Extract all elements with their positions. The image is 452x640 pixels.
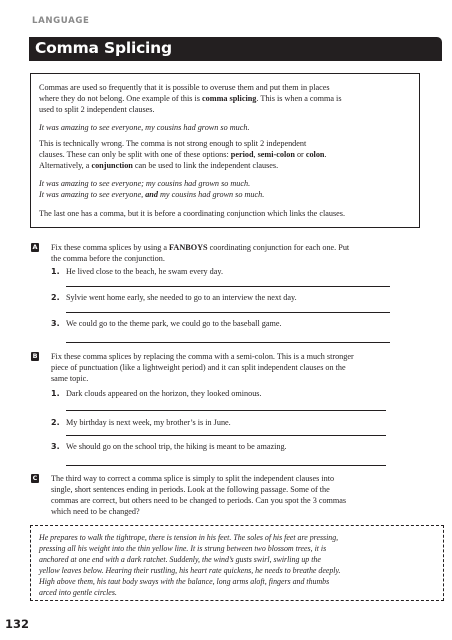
term-colon: colon — [305, 150, 325, 159]
example-conjunction — [39, 189, 264, 200]
section-b-instruction-2: piece of punctuation (like a lightweight period) and it can split independent clauses on the — [51, 363, 346, 372]
section-c-marker: C — [32, 474, 38, 482]
answer-line[interactable] — [66, 312, 390, 313]
section-a-marker: A — [32, 243, 38, 251]
term-and: and — [145, 190, 158, 199]
intro-line-3: used to split 2 independent clauses. — [39, 105, 155, 114]
item-number: 2. — [51, 293, 60, 302]
intro-text-cont: . This is when a comma is — [256, 94, 342, 103]
section-c-instruction-4: which need to be changed? — [51, 507, 140, 516]
item-number: 3. — [51, 442, 60, 451]
wrong-line-2 — [39, 149, 327, 160]
wrong-text: can be used to link the independent clauses. — [132, 161, 279, 170]
section-a-instruction-2: the comma before the conjunction. — [51, 254, 165, 263]
example-text: It was amazing to see everyone, — [39, 190, 146, 199]
instruction-text: coordinating conjunction for each one. Put — [207, 243, 350, 252]
example-splice: It was amazing to see everyone, my cousins had grown so much. — [39, 123, 250, 132]
wrong-line-3 — [39, 160, 278, 171]
term-fanboys: FANBOYS — [169, 243, 208, 252]
item-number: 3. — [51, 319, 60, 328]
intro-line-2 — [39, 93, 342, 104]
instruction-text: Fix these comma splices by using a — [51, 243, 170, 252]
section-b-marker: B — [32, 352, 38, 360]
section-a-instruction-1 — [51, 242, 349, 253]
separator: . — [324, 150, 327, 159]
separator: or — [294, 150, 306, 159]
passage-line: High above them, his taut body sways with the balance, long arms aloft, fingers and thumbs — [39, 577, 330, 586]
section-c-instruction-3: commas are correct, but others need to be changed to periods. Can you spot the 3 commas — [51, 496, 347, 505]
item-number: 1. — [51, 389, 60, 398]
answer-line[interactable] — [66, 465, 386, 466]
wrong-text: Alternatively, a — [39, 161, 92, 170]
passage-line: He prepares to walk the tightrope, there is tension in his feet. The soles of his feet are pressing, — [39, 533, 339, 542]
passage-line: yellow leaves below. Hearing their rustling, his heart rate quickens, he needs to breathe deeply. — [39, 566, 341, 575]
page-number: 132 — [5, 617, 30, 631]
section-c-instruction-2: single, short sentences ending in periods. Look at the following passage. Some of the — [51, 485, 330, 494]
item-number: 1. — [51, 267, 60, 276]
section-label: LANGUAGE — [32, 16, 90, 26]
item-number: 2. — [51, 418, 60, 427]
passage-line: arced into gentle circles. — [39, 588, 117, 597]
answer-line[interactable] — [66, 342, 390, 343]
passage-box — [30, 525, 444, 601]
title-bar — [29, 37, 442, 61]
term-conjunction: conjunction — [91, 161, 133, 170]
term-comma-splicing: comma splicing — [202, 94, 257, 103]
exercise-sentence: Sylvie went home early, she needed to go to an interview the next day. — [66, 293, 297, 302]
section-c-instruction-1: The third way to correct a comma splice is simply to split the independent clauses into — [51, 474, 335, 483]
term-semi-colon: semi-colon — [257, 150, 295, 159]
closing-line: The last one has a comma, but it is before a coordinating conjunction which links the clauses. — [39, 209, 346, 218]
answer-line[interactable] — [66, 286, 390, 287]
intro-line-1: Commas are used so frequently that it is possible to overuse them and put them in places — [39, 83, 330, 92]
page-title: Comma Splicing — [35, 39, 172, 57]
section-b-instruction-1: Fix these comma splices by replacing the comma with a semi-colon. This is a much stronger — [51, 352, 354, 361]
answer-line[interactable] — [66, 435, 386, 436]
separator: , — [253, 150, 258, 159]
example-semicolon: It was amazing to see everyone; my cousins had grown so much. — [39, 179, 251, 188]
passage-line: pressing all his weight into the thin yellow line. It is strung between two blossom trees, it is — [39, 544, 327, 553]
term-period: period — [230, 150, 254, 159]
exercise-sentence: We could go to the theme park, we could go to the baseball game. — [66, 319, 282, 328]
explanation-box — [30, 73, 420, 228]
intro-text: where they do not belong. One example of this is — [39, 94, 203, 103]
exercise-sentence: My birthday is next week, my brother’s is in June. — [66, 418, 231, 427]
answer-line[interactable] — [66, 410, 386, 411]
exercise-sentence: He lived close to the beach, he swam every day. — [66, 267, 224, 276]
wrong-line-1: This is technically wrong. The comma is not strong enough to split 2 independent — [39, 139, 307, 148]
exercise-sentence: Dark clouds appeared on the horizon, they looked ominous. — [66, 389, 262, 398]
exercise-sentence: We should go on the school trip, the hiking is meant to be amazing. — [66, 442, 287, 451]
section-b-instruction-3: same topic. — [51, 374, 89, 383]
wrong-text: clauses. These can only be split with one of these options: — [39, 150, 231, 159]
passage-line: anchored at one end with a dark ratchet. Suddenly, the wind’s gusts swirl, swirling up the — [39, 555, 321, 564]
example-text: my cousins had grown so much. — [157, 190, 265, 199]
